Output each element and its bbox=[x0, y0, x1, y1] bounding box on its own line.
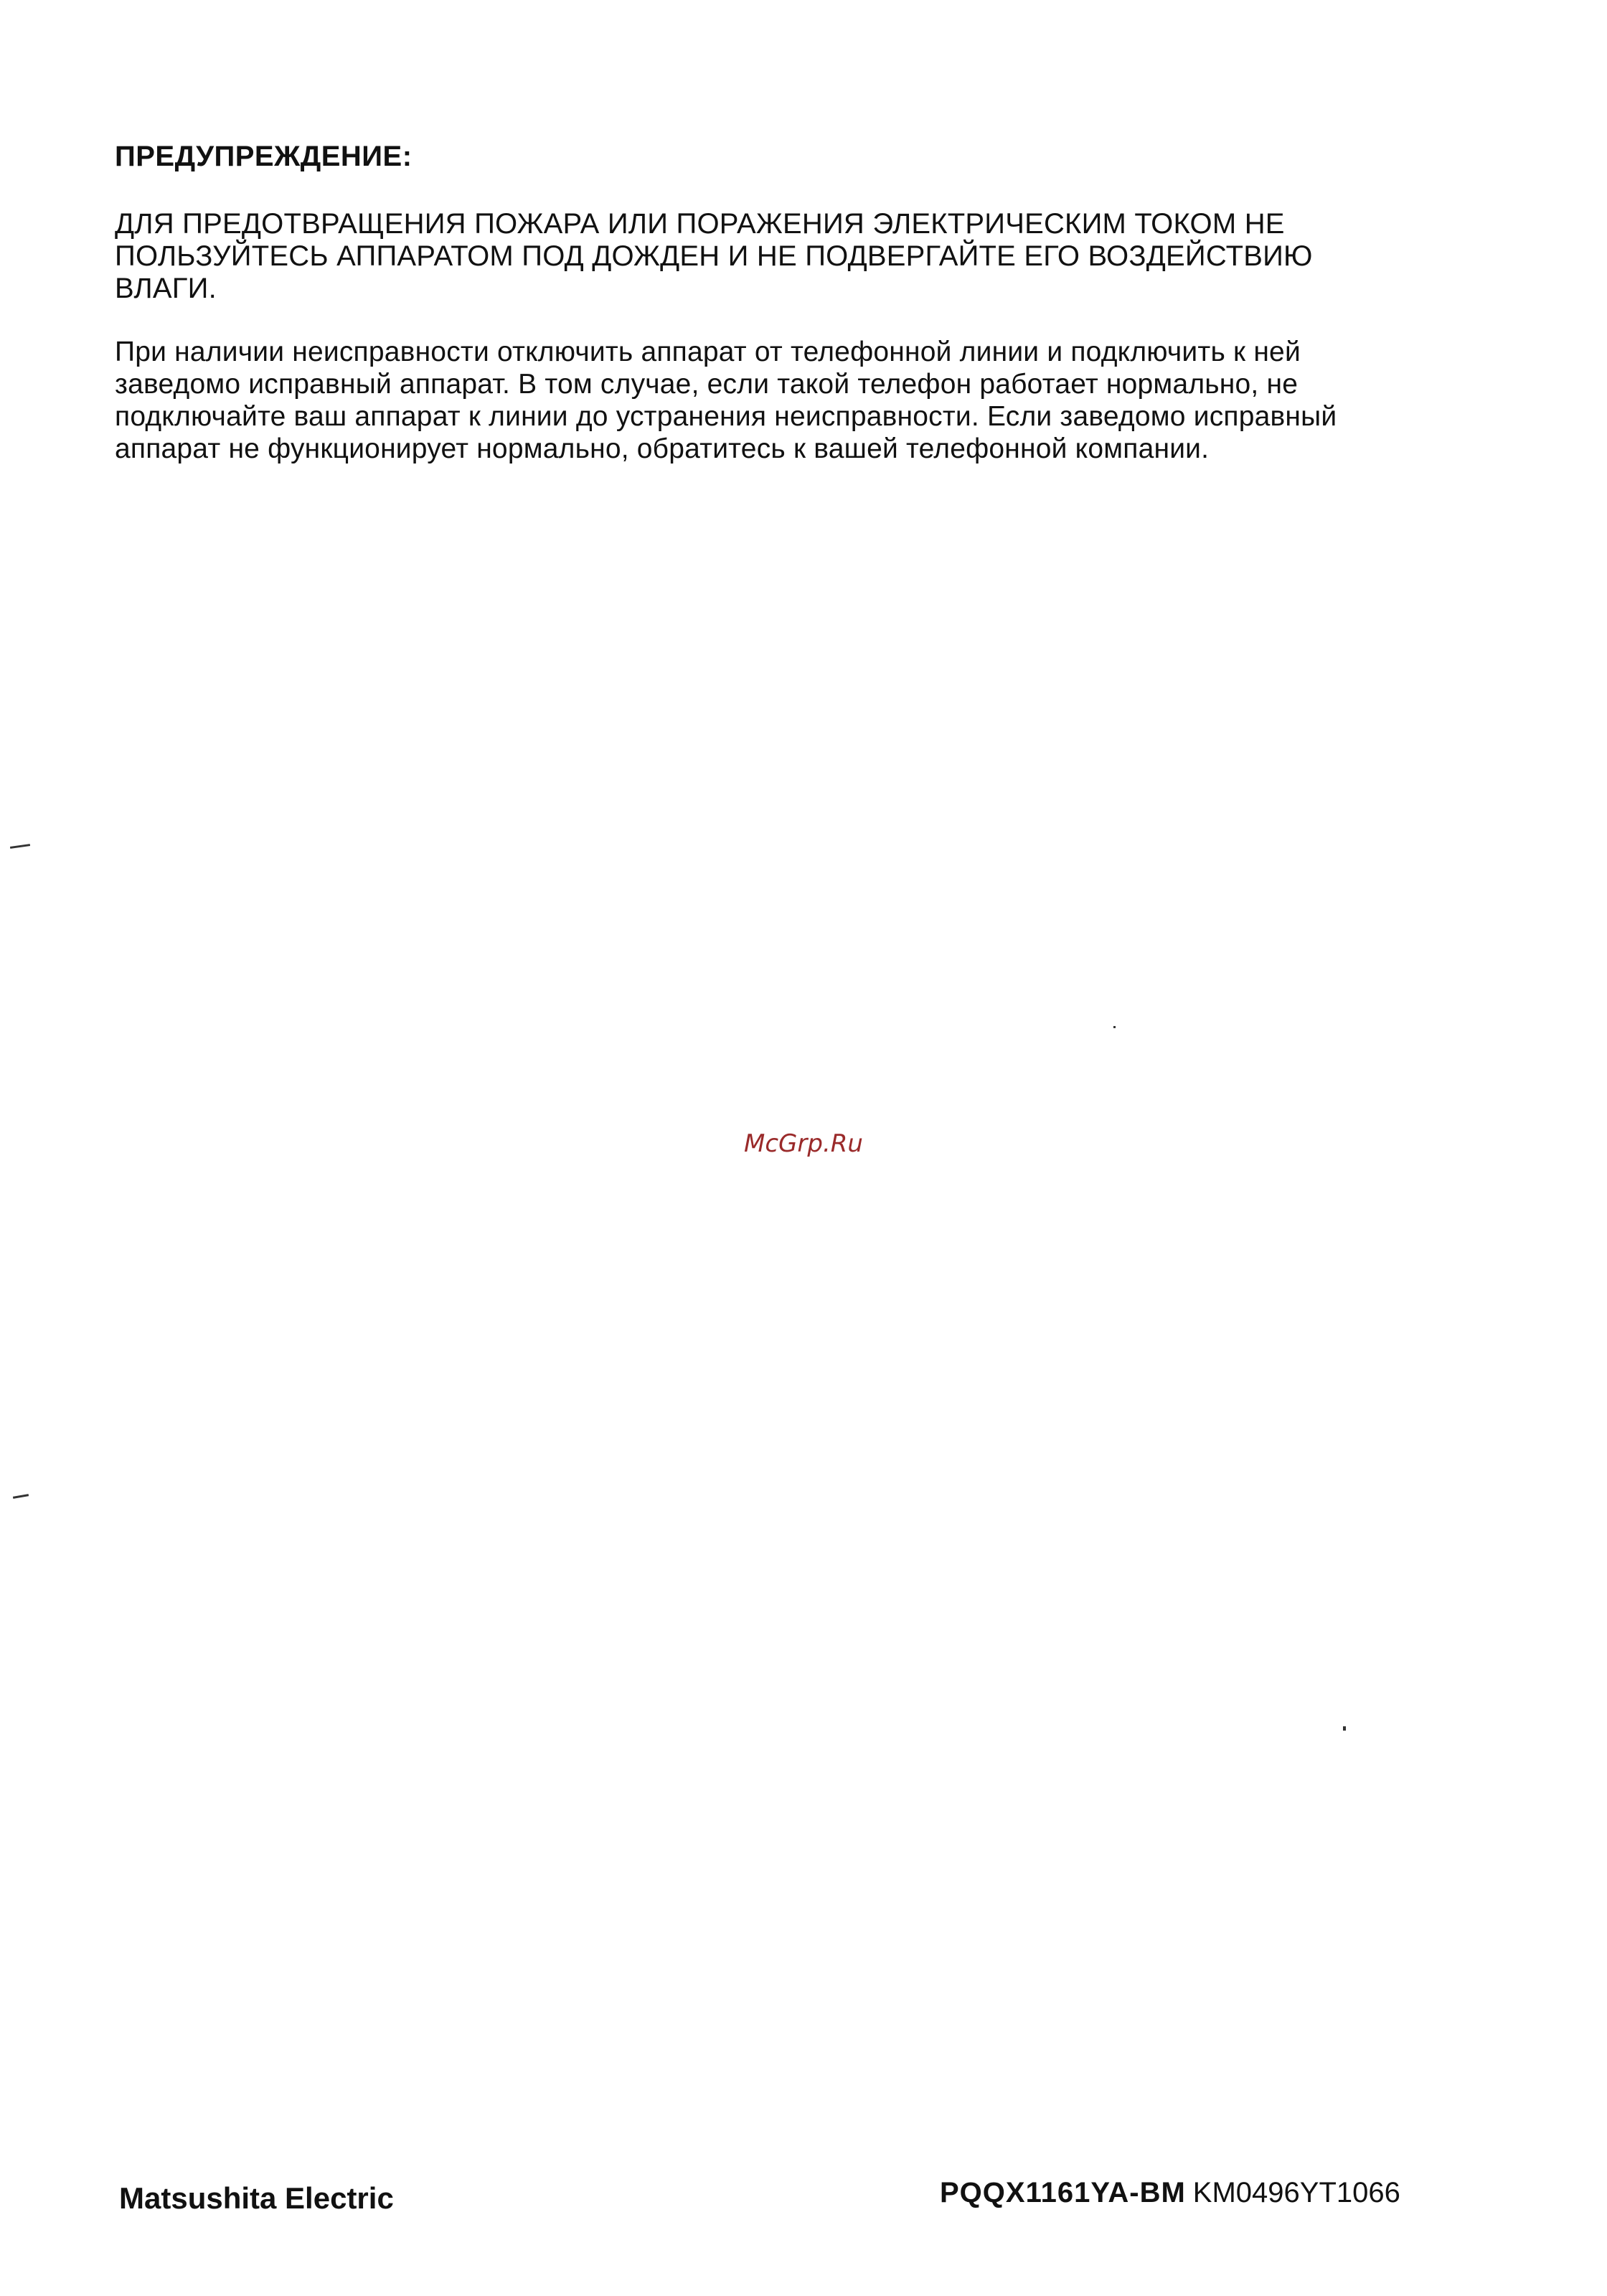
paragraph-line: подключайте ваш аппарат к линии до устранения неисправности. Если заведомо исправный bbox=[115, 401, 1337, 432]
paragraph-line: аппарат не функционирует нормально, обратитесь к вашей телефонной компании. bbox=[115, 433, 1210, 464]
warning-line: ДЛЯ ПРЕДОТВРАЩЕНИЯ ПОЖАРА ИЛИ ПОРАЖЕНИЯ ЭЛЕКТРИЧЕСКИМ ТОКОМ НЕ bbox=[115, 208, 1285, 240]
warning-line: ПОЛЬЗУЙТЕСЬ АППАРАТОМ ПОД ДОЖДЕН И НЕ ПОДВЕРГАЙТЕ ЕГО ВОЗДЕЙСТВИЮ bbox=[115, 240, 1313, 272]
warning-paragraph bbox=[115, 208, 1478, 305]
document-code bbox=[940, 2177, 1400, 2209]
manufacturer-name: Matsushita Electric bbox=[119, 2181, 394, 2215]
model-number: PQQX1161YA-BM bbox=[940, 2177, 1186, 2208]
instructions-paragraph bbox=[115, 336, 1492, 465]
paragraph-line: При наличии неисправности отключить аппарат от телефонной линии и подключить к ней bbox=[115, 337, 1301, 367]
scan-speck bbox=[1113, 1026, 1116, 1028]
scan-speck bbox=[10, 844, 30, 849]
scan-speck bbox=[13, 1494, 29, 1499]
print-code: KM0496YT1066 bbox=[1192, 2177, 1400, 2208]
warning-heading: ПРЕДУПРЕЖДЕНИЕ: bbox=[115, 141, 413, 172]
paragraph-line: заведомо исправный аппарат. В том случае, если такой телефон работает нормально, не bbox=[115, 369, 1299, 400]
scan-speck bbox=[1343, 1726, 1346, 1731]
site-watermark: McGrp.Ru bbox=[744, 1129, 863, 1158]
warning-line: ВЛАГИ. bbox=[115, 273, 217, 304]
